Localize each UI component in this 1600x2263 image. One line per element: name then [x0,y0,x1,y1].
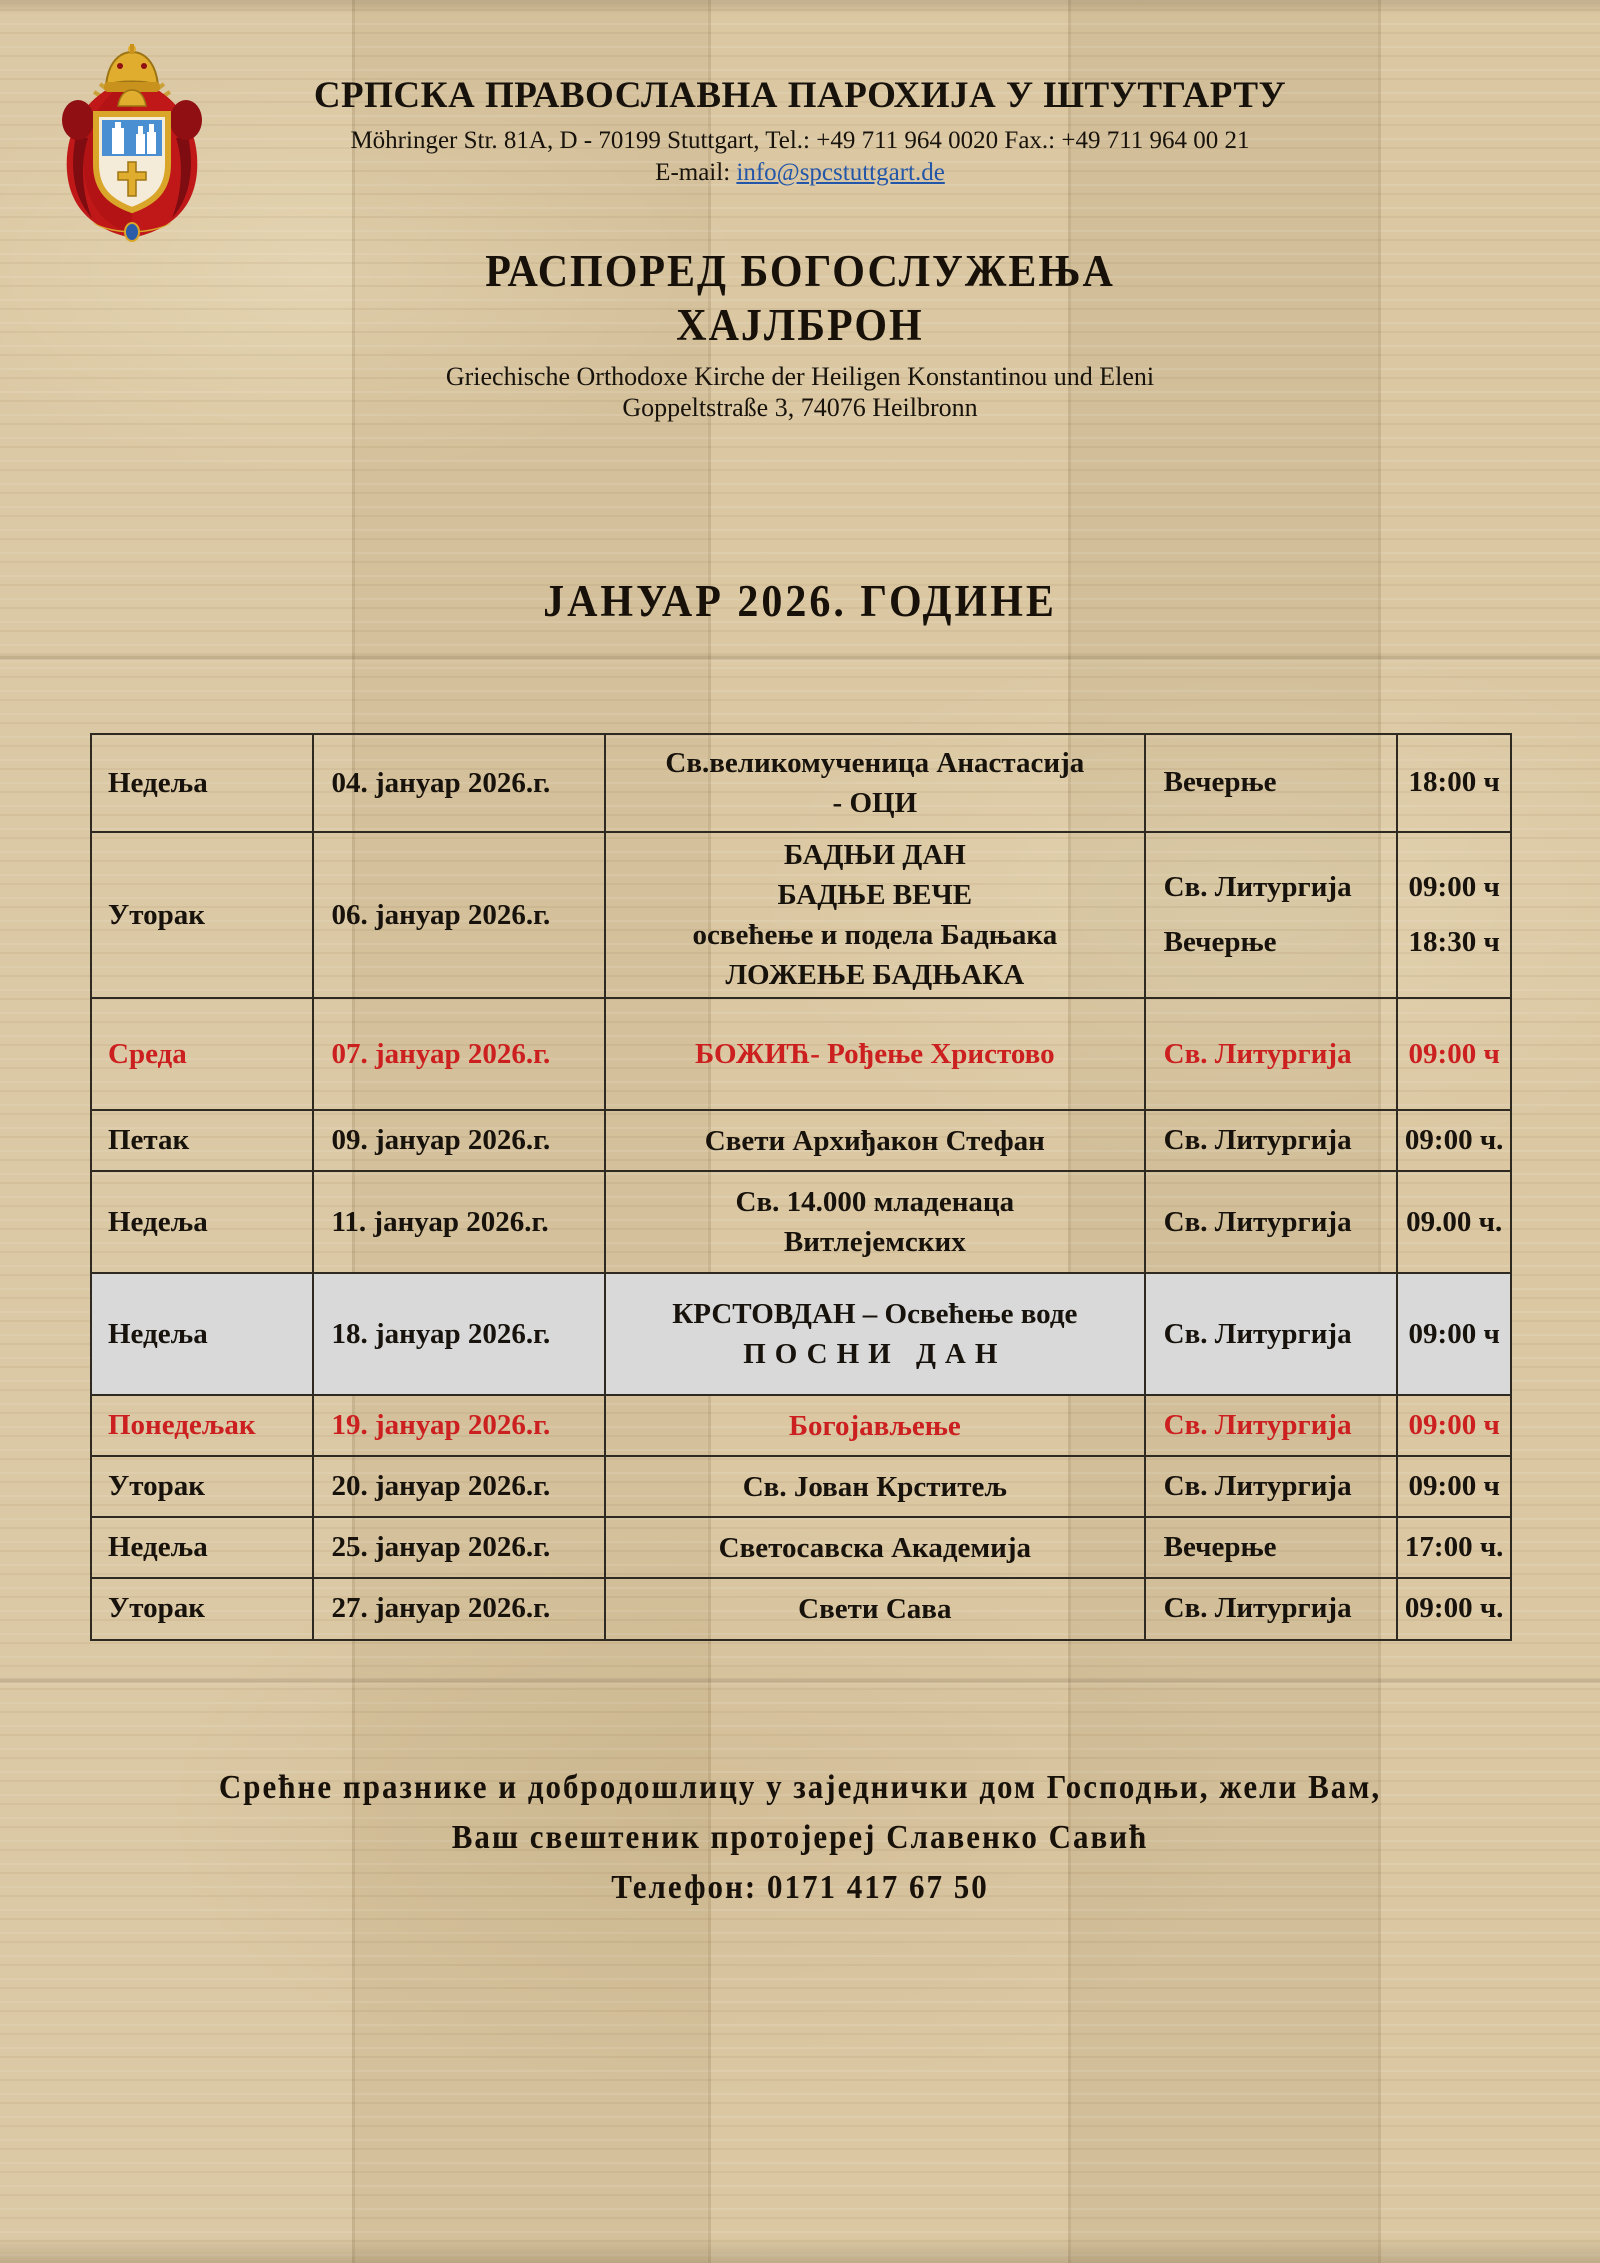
feast-line: КРСТОВДАН – Освећење воде [672,1298,1078,1331]
service-line: Св. Литургија [1163,1409,1352,1442]
schedule-row [91,1273,1511,1395]
feast-line: БАДЊИ ДАН [783,839,966,871]
city-heading: ХАЈЛБРОН [676,301,924,351]
day-cell: Уторак [91,1456,313,1517]
feast-line: Св. Јован Крститељ [742,1470,1007,1503]
service-line: Св. Литургија [1163,1592,1352,1625]
parish-address: Möhringer Str. 81A, D - 70199 Stuttgart, Tel.: +49 711 964 0020 Fax.: +49 711 964 00 21 [350,127,1250,154]
day-cell: Среда [91,998,313,1110]
feast-line: Свети Архиђакон Стефан [704,1124,1045,1157]
service-line: Вечерње [1163,766,1277,799]
service-line: Св. Литургија [1163,1470,1352,1503]
day-cell: Понедељак [91,1395,313,1456]
schedule-row [91,1110,1511,1171]
feast-cell [605,998,1145,1110]
parish-title: СРПСКА ПРАВОСЛАВНА ПАРОХИЈА У ШТУТГАРТУ [313,75,1287,116]
day-cell: Уторак [91,832,313,998]
church-name-german: Griechische Orthodoxe Kirche der Heiligen Konstantinou und Eleni [445,362,1155,391]
feast-line: ЛОЖЕЊЕ БАДЊАКА [725,959,1025,992]
time-cell [1397,1517,1511,1578]
service-line: Св. Литургија [1163,1317,1352,1350]
service-schedule-table [90,733,1512,1641]
date-cell: 06. јануар 2026.г. [313,832,606,998]
schedule-row [91,1171,1511,1273]
time-line: 18:30 ч [1408,926,1500,959]
church-address-german: Goppeltstraße 3, 74076 Heilbronn [622,393,978,422]
service-cell [1145,1171,1398,1273]
service-cell [1145,1456,1398,1517]
schedule-row [91,1517,1511,1578]
time-line: 09.00 ч. [1406,1205,1503,1238]
service-cell [1145,1578,1398,1639]
feast-cell [605,1456,1145,1517]
feast-line: Св.великомученица Анастасија [665,746,1085,779]
feast-cell [605,1517,1145,1578]
date-cell: 27. јануар 2026.г. [313,1578,606,1639]
phone-line: Телефон: 0171 417 67 50 [611,1868,989,1906]
service-line: Вечерње [1163,1531,1277,1564]
feast-line: Витлејемских [783,1226,966,1259]
feast-cell [605,1273,1145,1395]
service-cell [1145,1395,1398,1456]
feast-line: - ОЦИ [832,787,918,819]
email-label: E-mail: [655,159,731,186]
email-link[interactable]: info@spcstuttgart.de [736,159,945,186]
time-cell [1397,1456,1511,1517]
feast-cell [605,832,1145,998]
day-cell: Петак [91,1110,313,1171]
service-cell [1145,1110,1398,1171]
time-cell [1397,1578,1511,1639]
time-line: 09:00 ч. [1404,1124,1504,1157]
feast-line: Светосавска Академија [718,1531,1031,1564]
service-cell [1145,1273,1398,1395]
time-cell [1397,832,1511,998]
time-line: 09:00 ч [1408,1409,1500,1442]
day-cell: Недеља [91,1171,313,1273]
priest-line: Ваш свештеник протојереј Славенко Савић [451,1818,1149,1856]
schedule-row [91,1395,1511,1456]
feast-line: Богојављење [788,1409,961,1442]
service-cell [1145,734,1398,832]
time-line: 09:00 ч [1408,1037,1500,1070]
feast-line: Св. 14.000 младенаца [735,1186,1015,1219]
time-line: 18:00 ч [1408,766,1500,799]
schedule-row [91,998,1511,1110]
schedule-row [91,1456,1511,1517]
time-line: 09:00 ч [1408,1317,1500,1350]
month-title: ЈАНУАР 2026. ГОДИНЕ [543,577,1057,627]
schedule-heading: РАСПОРЕД БОГОСЛУЖЕЊА [485,247,1115,297]
schedule-row [91,832,1511,998]
feast-line: ПОСНИ ДАН [743,1338,1007,1371]
time-cell [1397,734,1511,832]
time-line: 09:00 ч. [1404,1592,1504,1625]
schedule-row [91,1578,1511,1639]
date-cell: 09. јануар 2026.г. [313,1110,606,1171]
date-cell: 18. јануар 2026.г. [313,1273,606,1395]
date-cell: 20. јануар 2026.г. [313,1456,606,1517]
feast-line: освећење и подела Бадњака [692,919,1058,952]
feast-line: БАДЊЕ ВЕЧЕ [777,879,973,912]
service-line: Св. Литургија [1163,1037,1352,1070]
service-cell [1145,1517,1398,1578]
service-line: Св. Литургија [1163,1124,1352,1157]
feast-line: Свети Сава [798,1592,952,1625]
time-line: 09:00 ч [1408,870,1500,903]
time-cell [1397,1110,1511,1171]
feast-cell [605,1578,1145,1639]
service-cell [1145,832,1398,998]
time-line: 17:00 ч. [1404,1531,1504,1564]
date-cell: 04. јануар 2026.г. [313,734,606,832]
service-line: Св. Литургија [1163,870,1352,903]
time-cell [1397,998,1511,1110]
date-cell: 07. јануар 2026.г. [313,998,606,1110]
day-cell: Недеља [91,1517,313,1578]
time-cell [1397,1171,1511,1273]
day-cell: Недеља [91,1273,313,1395]
time-cell [1397,1395,1511,1456]
time-line: 09:00 ч [1408,1470,1500,1503]
date-cell: 25. јануар 2026.г. [313,1517,606,1578]
greeting-line: Срећне празнике и добродошлицу у заједнички дом Господњи, жели Вам, [218,1768,1382,1806]
schedule-row [91,734,1511,832]
service-cell [1145,998,1398,1110]
date-cell: 19. јануар 2026.г. [313,1395,606,1456]
time-cell [1397,1273,1511,1395]
date-cell: 11. јануар 2026.г. [313,1171,606,1273]
service-line: Св. Литургија [1163,1205,1352,1238]
feast-cell [605,1110,1145,1171]
feast-cell [605,734,1145,832]
service-line: Вечерње [1163,926,1277,959]
feast-line: БОЖИЋ- Рођење Христово [695,1038,1055,1071]
feast-cell [605,1395,1145,1456]
email-line [0,159,1600,187]
day-cell: Уторак [91,1578,313,1639]
day-cell: Недеља [91,734,313,832]
feast-cell [605,1171,1145,1273]
